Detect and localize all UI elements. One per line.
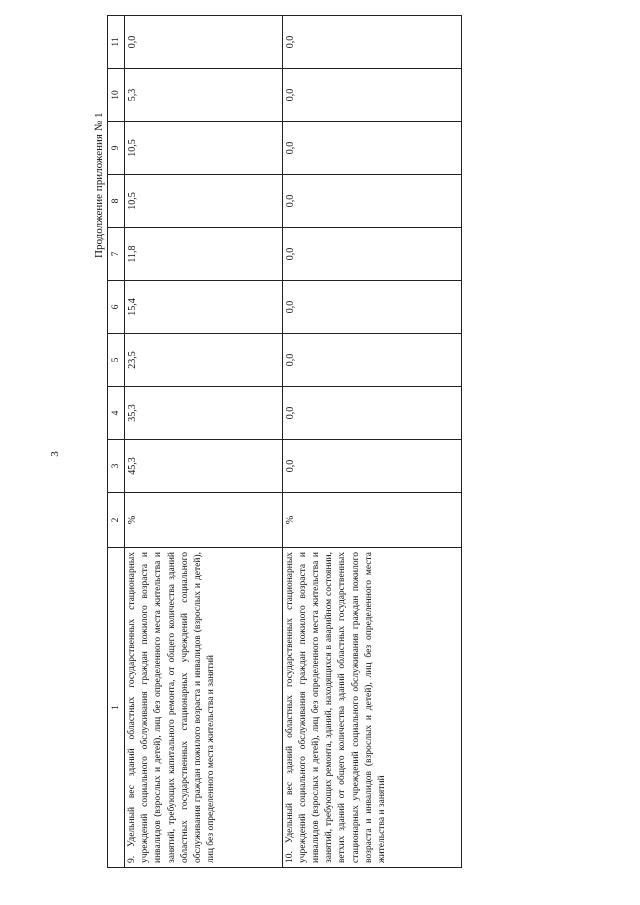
value-cell: 0,0: [282, 122, 461, 175]
value-cell: 23,5: [125, 334, 283, 387]
column-header: 1: [108, 548, 125, 868]
value-cell: 0,0: [282, 69, 461, 122]
column-header: 2: [108, 493, 125, 548]
column-header: 4: [108, 387, 125, 440]
value-cell: 10,5: [125, 122, 283, 175]
value-cell: 11,8: [125, 228, 283, 281]
value-cell: 0,0: [282, 281, 461, 334]
column-header: 11: [108, 16, 125, 69]
column-header: 6: [108, 281, 125, 334]
value-cell: 0,0: [282, 334, 461, 387]
indicator-description: 10. Удельный вес зданий областных государственных стационарных учреждений социального обслуживания граждан пожилого возраста и инвалидов (взрослых и детей), лиц без определенного места жительства и занятий, требующих ремонта, зданий, находящихся в аварийном состоянии, ветхих зданий от общего количества зданий областных государственных стационарных учреждений социального обслуживания граждан пожилого возраста и инвалидов (взрослых и детей), лиц без определенного места жительства и занятий: [282, 548, 461, 868]
indicators-table: [107, 15, 462, 868]
column-header: 10: [108, 69, 125, 122]
value-cell: 35,3: [125, 387, 283, 440]
value-cell: 0,0: [282, 387, 461, 440]
unit-cell: %: [282, 493, 461, 548]
column-header: 7: [108, 228, 125, 281]
header-row: [108, 16, 125, 868]
value-cell: 45,3: [125, 440, 283, 493]
value-cell: 15,4: [125, 281, 283, 334]
value-cell: 0,0: [125, 16, 283, 69]
column-header: 5: [108, 334, 125, 387]
value-cell: 0,0: [282, 175, 461, 228]
value-cell: 0,0: [282, 228, 461, 281]
value-cell: 10,5: [125, 175, 283, 228]
column-header: 9: [108, 122, 125, 175]
column-header: 8: [108, 175, 125, 228]
caption-container: [93, 78, 107, 278]
unit-cell: %: [125, 493, 283, 548]
value-cell: 5,3: [125, 69, 283, 122]
indicator-description: 9. Удельный вес зданий областных государственных стационарных учреждений социального обслуживания граждан пожилого возраста и инвалидов (взрослых и детей), лиц без определенного места жительства и занятий, требующих капитального ремонта, от общего количества зданий областных государственных стационарных учреждений социального обслуживания граждан пожилого возраста и инвалидов (взрослых и детей), лиц без определенного места жительства и занятий: [125, 548, 283, 868]
value-cell: 0,0: [282, 16, 461, 69]
appendix-caption: Продолжение приложения № 1: [93, 112, 105, 258]
table-row: [282, 16, 461, 868]
value-cell: 0,0: [282, 440, 461, 493]
page-number: 3: [48, 451, 61, 457]
column-header: 3: [108, 440, 125, 493]
table-container: [107, 35, 462, 868]
table-row: [125, 16, 283, 868]
